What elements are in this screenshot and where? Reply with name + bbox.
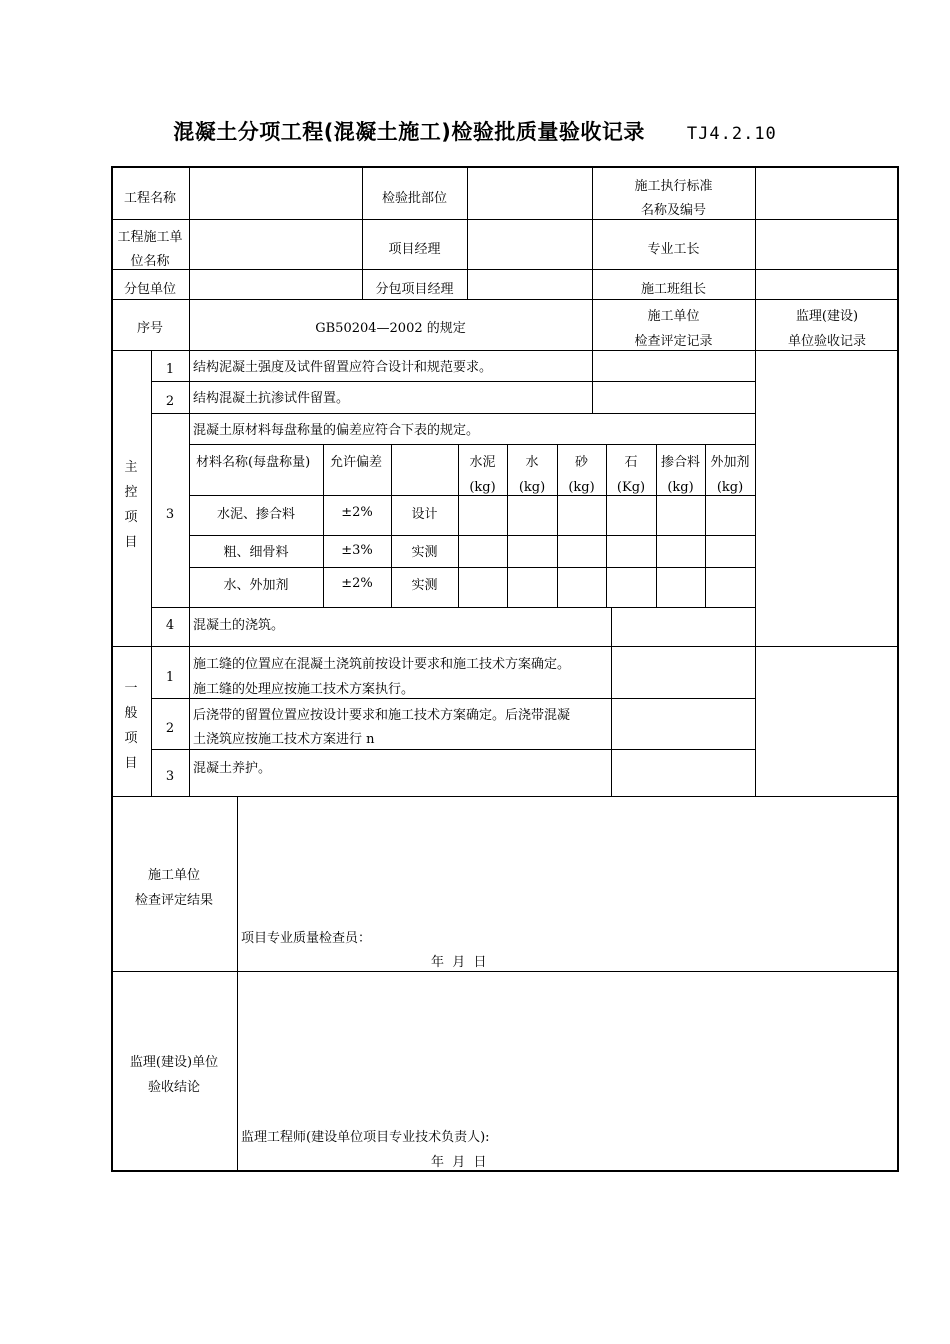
material-row-3-type: 实测 [411,578,438,593]
construction-result-label-l2: 检查评定结果 [134,893,213,908]
cement-col-l2: (kg) [469,480,496,495]
general-items-label-4: 目 [124,756,138,771]
stone-col-l1: 石 [624,455,638,470]
main-item-1-text: 结构泥凝土强度及试件留置应符合设计和规范要求。 [193,360,493,375]
additive-col-l2: (kg) [716,480,744,495]
admixture-col-l1: 掺合料 [660,455,700,470]
main-items-label-2: 控 [124,485,138,500]
quality-inspector-label: 项目专业质量检查员： [241,931,372,946]
standard-label-l2: 名称及编号 [640,203,706,218]
main-item-3-no: 3 [165,507,175,522]
material-row-1-tol: ±2% [341,505,373,520]
admixture-col-l2: (kg) [667,480,694,495]
general-item-1-text-l2: 施工缝的处理应按施工技术方案执行。 [193,682,415,697]
material-row-2-name: 粗、细骨料 [223,545,289,560]
stone-col-l2: (Kg) [616,480,646,495]
main-item-4-no: 4 [165,618,175,633]
main-item-4-text: 混凝土的浇筑。 [193,618,285,633]
main-item-1-no: 1 [165,362,175,377]
team-leader-label: 施工班组长 [640,282,706,297]
cement-col-l1: 水泥 [469,455,496,470]
general-item-3-text: 混凝土养护。 [193,761,272,776]
form-code: TJ4.2.10 [686,124,777,144]
sand-col-l1: 砂 [574,455,588,470]
main-item-3-text: 混凝土原材料每盘称量的偏差应符合下表的规定。 [193,423,480,438]
supervision-result-label-l2: 验收结论 [147,1080,200,1095]
water-col-l1: 水 [525,455,539,470]
check-record-header-l2: 检查评定记录 [634,334,713,349]
general-items-label-3: 项 [124,731,138,746]
construction-date-label: 年 月 日 [431,955,487,970]
additive-col-l1: 外加剂 [710,455,750,470]
material-row-1-name: 水泥、掺合料 [216,507,295,522]
material-name-header: 材料名称(每盘称量) [196,455,311,470]
check-record-header-l1: 施工单位 [647,309,700,324]
water-col-l2: (kg) [518,480,546,495]
project-name-label: 工程名称 [123,191,176,206]
general-item-2-text-l1: 后浇带的留置位置应按设计要求和施工技术方案确定。后浇带混凝 [193,708,571,723]
main-item-2-no: 2 [165,394,175,409]
tolerance-header: 允许偏差 [330,455,383,470]
supervising-engineer-label: 监理工程师(建设单位项目专业技术负责人): [241,1130,490,1145]
supervision-result-label-l1: 监理(建设)单位 [129,1055,219,1070]
sub-manager-label: 分包项目经理 [375,282,454,297]
general-item-2-no: 2 [165,721,175,736]
main-items-label-3: 项 [124,510,138,525]
general-item-3-no: 3 [165,769,175,784]
foreman-label: 专业工长 [647,242,700,257]
construction-unit-label-l1: 工程施工单 [117,230,183,245]
main-items-label-4: 目 [124,535,138,550]
construction-unit-label-l2: 位名称 [130,254,170,269]
project-manager-label: 项目经理 [388,242,441,257]
material-row-3-tol: ±2% [341,576,373,591]
material-row-3-name: 水、外加剂 [223,578,289,593]
main-item-2-text: 结构混凝土抗渗试件留置。 [193,391,350,406]
inspection-part-label: 检验批部位 [381,191,447,206]
material-row-2-tol: ±3% [341,543,373,558]
material-row-1-type: 设计 [411,507,438,522]
supervise-record-header-l2: 单位验收记录 [787,334,866,349]
rule-header: GB50204—2002 的规定 [315,321,466,336]
supervise-record-header-l1: 监理(建设) [795,309,859,324]
general-item-1-no: 1 [165,670,175,685]
page-title [0,116,950,146]
standard-label-l1: 施工执行标准 [634,179,713,194]
form-title: 混凝土分项工程(混凝土施工)检验批质量验收记录 [173,120,645,144]
seq-header: 序号 [136,321,163,336]
general-items-label-2: 般 [124,706,138,721]
material-row-2-type: 实测 [411,545,438,560]
subcontractor-label: 分包单位 [123,282,176,297]
main-items-label-1: 主 [124,460,138,475]
sand-col-l2: (kg) [568,480,595,495]
general-items-label-1: 一 [124,681,138,696]
general-item-2-text-l2: 土浇筑应按施工技术方案进行 n [193,732,375,747]
construction-result-label-l1: 施工单位 [147,868,200,883]
supervision-date-label: 年 月 日 [431,1155,487,1170]
general-item-1-text-l1: 施工缝的位置应在混凝土浇筑前按设计要求和施工技术方案确定。 [193,657,571,672]
